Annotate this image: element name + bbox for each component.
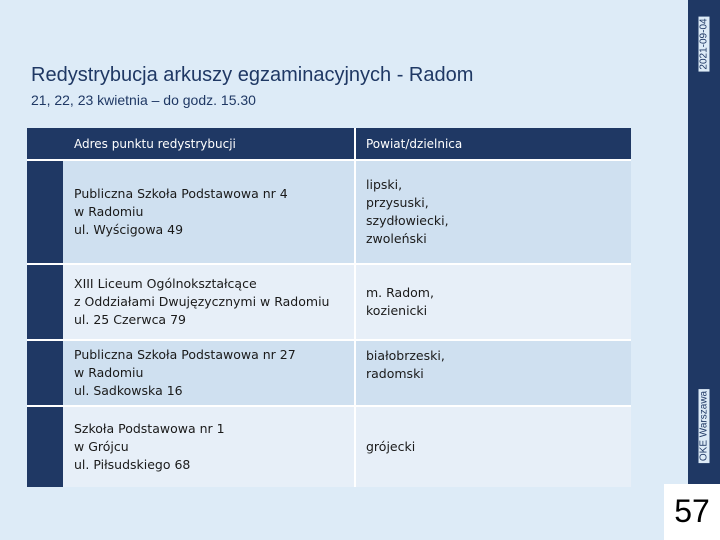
district-line: lipski,	[366, 177, 403, 192]
district-cell	[355, 265, 631, 339]
header-marker-cell	[27, 128, 63, 159]
address-line: Publiczna Szkoła Podstawowa nr 27	[74, 347, 296, 362]
table-row	[27, 407, 631, 487]
address-line: z Oddziałami Dwujęzycznymi w Radomiu	[74, 294, 330, 309]
table-header-row	[27, 128, 631, 159]
page-number: 57	[674, 493, 710, 529]
header-address: Adres punktu redystrybucji	[63, 128, 355, 159]
district-line: szydłowiecki,	[366, 213, 449, 228]
district-line: kozienicki	[366, 303, 428, 318]
side-organization-label: OKE Warszawa	[698, 390, 710, 462]
row-marker-cell	[27, 407, 63, 487]
side-date-label: 2021-09-04	[698, 18, 710, 70]
district-line: radomski	[366, 366, 424, 381]
address-line: XIII Liceum Ogólnokształcące	[74, 276, 257, 291]
table-row	[27, 265, 631, 339]
address-cell	[63, 161, 355, 263]
slide-title: Redystrybucja arkuszy egzaminacyjnych - Radom	[31, 64, 474, 86]
table-row	[27, 161, 631, 263]
district-line: m. Radom,	[366, 285, 434, 300]
district-line: białobrzeski,	[366, 348, 445, 363]
district-line: grójecki	[366, 439, 416, 454]
district-line: przysuski,	[366, 195, 429, 210]
district-cell	[355, 341, 631, 405]
address-cell	[63, 265, 355, 339]
address-line: Publiczna Szkoła Podstawowa nr 4	[74, 186, 288, 201]
header-district: Powiat/dzielnica	[355, 128, 631, 159]
address-line: ul. Piłsudskiego 68	[74, 457, 191, 472]
address-line: w Radomiu	[74, 204, 144, 219]
redistribution-table	[27, 128, 631, 487]
table-row	[27, 341, 631, 405]
district-line: zwoleński	[366, 231, 427, 246]
address-line: ul. Wyścigowa 49	[74, 222, 184, 237]
slide-subtitle: 21, 22, 23 kwietnia – do godz. 15.30	[31, 92, 256, 108]
address-line: ul. Sadkowska 16	[74, 383, 183, 398]
district-cell	[355, 407, 631, 487]
row-marker-cell	[27, 341, 63, 405]
address-line: ul. 25 Czerwca 79	[74, 312, 186, 327]
district-cell	[355, 161, 631, 263]
address-line: w Radomiu	[74, 365, 144, 380]
address-cell	[63, 407, 355, 487]
address-line: Szkoła Podstawowa nr 1	[74, 421, 225, 436]
row-marker-cell	[27, 161, 63, 263]
row-marker-cell	[27, 265, 63, 339]
address-cell	[63, 341, 355, 405]
address-line: w Grójcu	[74, 439, 129, 454]
